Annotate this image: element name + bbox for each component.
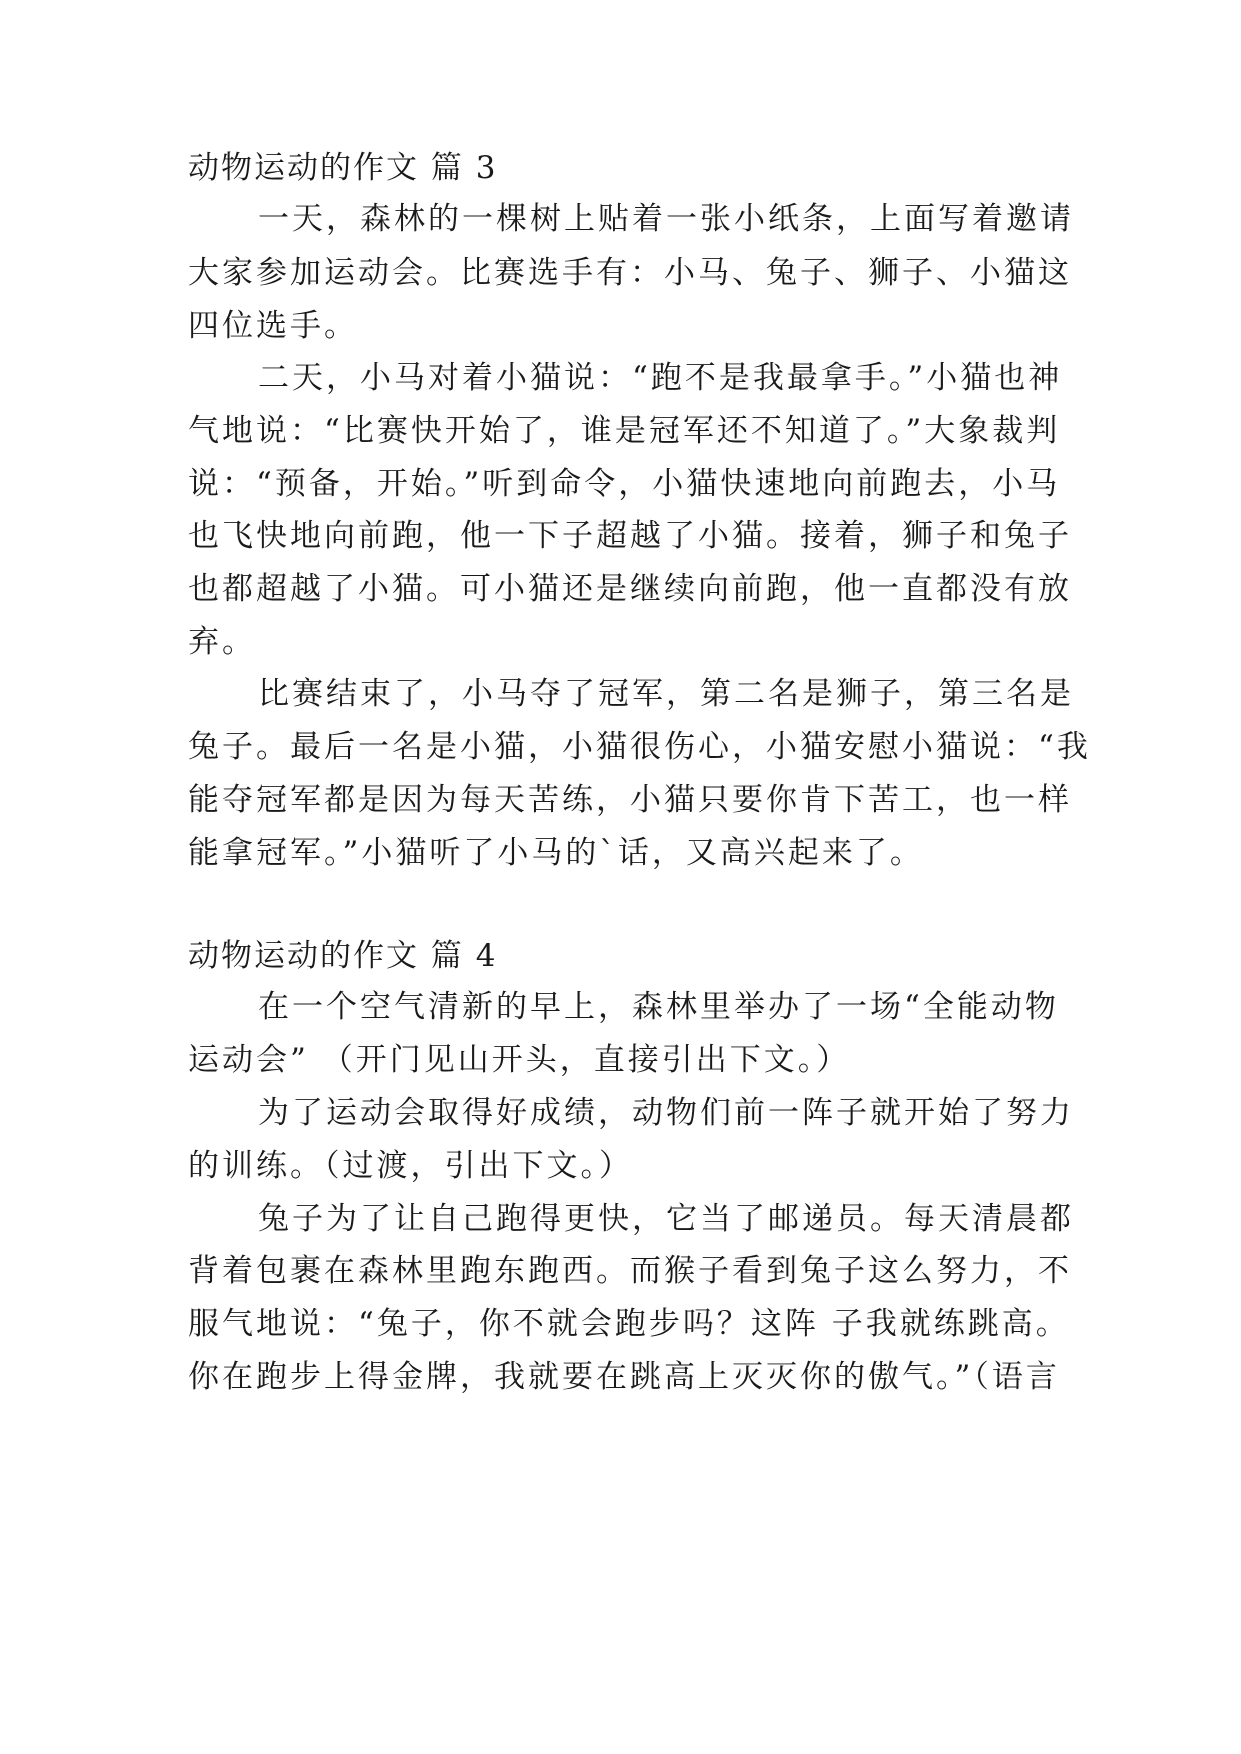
paragraph-line: 大家参加运动会。比赛选手有：小马、兔子、狮子、小猫这 — [188, 255, 1072, 291]
paragraph-line: 服气地说：“兔子，你不就会跑步吗？这阵 子我就练跳高。 — [188, 1306, 1070, 1342]
paragraph-line: 你在跑步上得金牌，我就要在跳高上灭灭你的傲气。”（语言 — [188, 1359, 1060, 1395]
paragraph-line: 兔子为了让自己跑得更快，它当了邮递员。每天清晨都 — [258, 1201, 1074, 1237]
paragraph-line: 说：“预备，开始。”听到命令，小猫快速地向前跑去，小马 — [188, 466, 1061, 502]
paragraph-line: 能拿冠军。”小猫听了小马的`话，又高兴起来了。 — [188, 835, 924, 871]
paragraph-line: 为了运动会取得好成绩，动物们前一阵子就开始了努力 — [258, 1095, 1074, 1131]
paragraph-line: 一天，森林的一棵树上贴着一张小纸条，上面写着邀请 — [258, 201, 1074, 237]
paragraph-line: 运动会” （开门见山开头，直接引出下文。） — [188, 1042, 851, 1078]
section-heading: 动物运动的作文 篇 4 — [188, 938, 498, 974]
paragraph-line: 兔子。最后一名是小猫，小猫很伤心，小猫安慰小猫说：“我 — [188, 729, 1091, 765]
paragraph-line: 也飞快地向前跑，他一下子超越了小猫。接着，狮子和兔子 — [188, 518, 1072, 554]
paragraph-line: 比赛结束了，小马夺了冠军，第二名是狮子，第三名是 — [258, 676, 1074, 712]
paragraph-line: 的训练。（过渡，引出下文。） — [188, 1148, 633, 1184]
paragraph-line: 能夺冠军都是因为每天苦练，小猫只要你肯下苦工，也一样 — [188, 782, 1072, 818]
section-heading: 动物运动的作文 篇 3 — [188, 150, 498, 186]
paragraph-line: 四位选手。 — [188, 308, 358, 344]
paragraph-line: 气地说：“比赛快开始了，谁是冠军还不知道了。”大象裁判 — [188, 413, 1061, 449]
paragraph-line: 在一个空气清新的早上，森林里举办了一场“全能动物 — [258, 989, 1059, 1025]
paragraph-line: 也都超越了小猫。可小猫还是继续向前跑，他一直都没有放 — [188, 571, 1072, 607]
paragraph-line: 背着包裹在森林里跑东跑西。而猴子看到兔子这么努力，不 — [188, 1253, 1072, 1289]
paragraph-line: 二天，小马对着小猫说：“跑不是我最拿手。”小猫也神 — [258, 360, 1063, 396]
paragraph-line: 弃。 — [188, 624, 256, 660]
